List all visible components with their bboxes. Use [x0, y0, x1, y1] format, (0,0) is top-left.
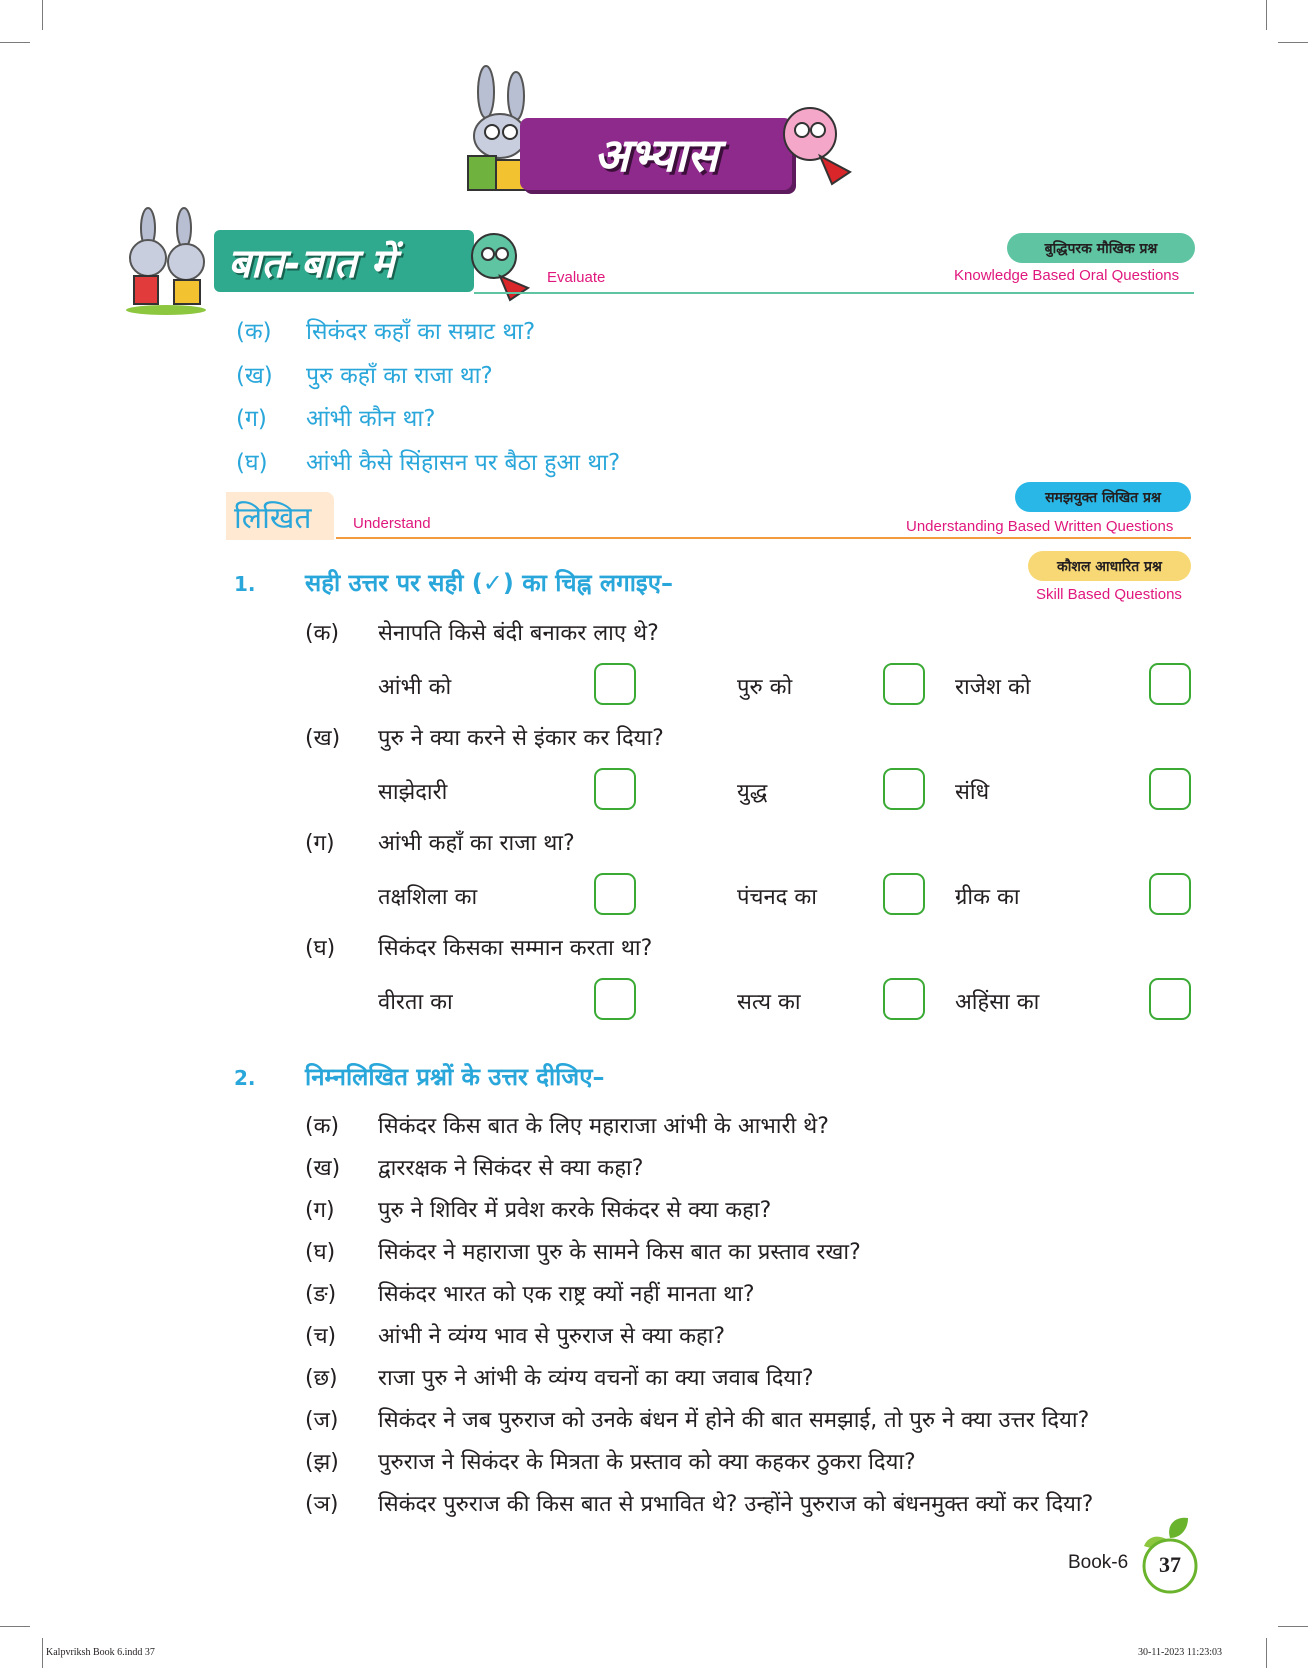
crop-mark: [1266, 0, 1267, 30]
mcq-question: (ग) आंभी कहाँ का राजा था?: [305, 831, 575, 856]
answer-checkbox[interactable]: [1149, 873, 1191, 915]
short-question: (झ) पुरुराज ने सिकंदर के मित्रता के प्रस्ताव को क्या कहकर ठुकरा दिया?: [305, 1450, 916, 1475]
mcq-option: अहिंसा का: [955, 990, 1040, 1015]
short-question: (छ) राजा पुरु ने आंभी के व्यंग्य वचनों का क्या जवाब दिया?: [305, 1366, 814, 1391]
mcq-option: संधि: [955, 780, 990, 805]
question-heading: निम्नलिखित प्रश्नों के उत्तर दीजिए–: [305, 1063, 605, 1091]
skill-badge: कौशल आधारित प्रश्न: [1028, 551, 1191, 581]
timestamp: 30-11-2023 11:23:03: [1138, 1647, 1222, 1658]
oral-question: (घ) आंभी कैसे सिंहासन पर बैठा हुआ था?: [236, 450, 621, 476]
mcq-question: (घ) सिकंदर किसका सम्मान करता था?: [305, 936, 653, 961]
oral-question: (क) सिकंदर कहाँ का सम्राट था?: [236, 319, 536, 345]
question-number: 2.: [234, 1066, 256, 1090]
answer-checkbox[interactable]: [594, 663, 636, 705]
divider: [474, 292, 1194, 294]
pencil-mascot-icon: [780, 100, 860, 190]
mcq-option: साझेदारी: [378, 780, 448, 805]
question-heading: सही उत्तर पर सही (✓) का चिह्न लगाइए–: [305, 569, 673, 597]
mcq-option: तक्षशिला का: [378, 885, 478, 910]
mcq-option: सत्य का: [737, 990, 801, 1015]
mcq-option: पंचनद का: [737, 885, 817, 910]
crop-mark: [0, 1626, 30, 1627]
answer-checkbox[interactable]: [1149, 978, 1191, 1020]
question-number: 1.: [234, 572, 256, 596]
mcq-option: युद्ध: [737, 780, 768, 805]
file-info: Kalpvriksh Book 6.indd 37: [46, 1647, 155, 1658]
short-question: (ग) पुरु ने शिविर में प्रवेश करके सिकंदर से क्या कहा?: [305, 1198, 772, 1223]
oral-question: (ग) आंभी कौन था?: [236, 406, 436, 432]
skill-label-evaluate: Evaluate: [547, 269, 606, 286]
answer-checkbox[interactable]: [594, 873, 636, 915]
rabbits-duo-icon: [112, 206, 222, 316]
crop-mark: [42, 0, 43, 30]
answer-checkbox[interactable]: [883, 873, 925, 915]
mcq-question: (क) सेनापति किसे बंदी बनाकर लाए थे?: [305, 621, 659, 646]
skill-label-understand: Understand: [353, 515, 431, 532]
crop-mark: [1278, 1626, 1308, 1627]
skill-badge-english: Skill Based Questions: [1036, 586, 1182, 603]
written-section-title: लिखित: [226, 492, 334, 540]
oral-section-title: बात-बात में: [214, 230, 474, 292]
oral-question: (ख) पुरु कहाँ का राजा था?: [236, 363, 493, 389]
answer-checkbox[interactable]: [1149, 768, 1191, 810]
short-question: (क) सिकंदर किस बात के लिए महाराजा आंभी के आभारी थे?: [305, 1114, 829, 1139]
crop-mark: [1266, 1638, 1267, 1668]
answer-checkbox[interactable]: [883, 978, 925, 1020]
oral-badge-english: Knowledge Based Oral Questions: [954, 267, 1180, 284]
crop-mark: [42, 1638, 43, 1668]
title-banner: [450, 60, 870, 200]
short-question: (ख) द्वाररक्षक ने सिकंदर से क्या कहा?: [305, 1156, 644, 1181]
mcq-option: पुरु को: [737, 675, 793, 700]
short-question: (ङ) सिकंदर भारत को एक राष्ट्र क्यों नहीं मानता था?: [305, 1282, 755, 1307]
crop-mark: [1278, 42, 1308, 43]
answer-checkbox[interactable]: [1149, 663, 1191, 705]
book-label: Book-6: [1068, 1552, 1129, 1573]
short-question: (च) आंभी ने व्यंग्य भाव से पुरुराज से क्या कहा?: [305, 1324, 726, 1349]
answer-checkbox[interactable]: [883, 663, 925, 705]
divider: [336, 537, 1191, 539]
page-title: अभ्यास: [520, 118, 792, 190]
page-number: 37: [1159, 1552, 1181, 1577]
answer-checkbox[interactable]: [883, 768, 925, 810]
mcq-option: ग्रीक का: [955, 885, 1020, 910]
mcq-option: राजेश को: [955, 675, 1031, 700]
short-question: (ञ) सिकंदर पुरुराज की किस बात से प्रभावित थे? उन्होंने पुरुराज को बंधनमुक्त क्यों कर दिया?: [305, 1492, 1094, 1517]
answer-checkbox[interactable]: [594, 978, 636, 1020]
answer-checkbox[interactable]: [594, 768, 636, 810]
oral-badge: बुद्धिपरक मौखिक प्रश्न: [1007, 233, 1195, 263]
written-badge-english: Understanding Based Written Questions: [906, 518, 1174, 535]
short-question: (ज) सिकंदर ने जब पुरुराज को उनके बंधन में होने की बात समझाई, तो पुरु ने क्या उत्तर दिया?: [305, 1408, 1090, 1433]
mcq-option: वीरता का: [378, 990, 453, 1015]
written-badge: समझयुक्त लिखित प्रश्न: [1015, 482, 1191, 512]
mcq-option: आंभी को: [378, 675, 452, 700]
crop-mark: [0, 42, 30, 43]
short-question: (घ) सिकंदर ने महाराजा पुरु के सामने किस बात का प्रस्ताव रखा?: [305, 1240, 861, 1265]
mcq-question: (ख) पुरु ने क्या करने से इंकार कर दिया?: [305, 726, 664, 751]
